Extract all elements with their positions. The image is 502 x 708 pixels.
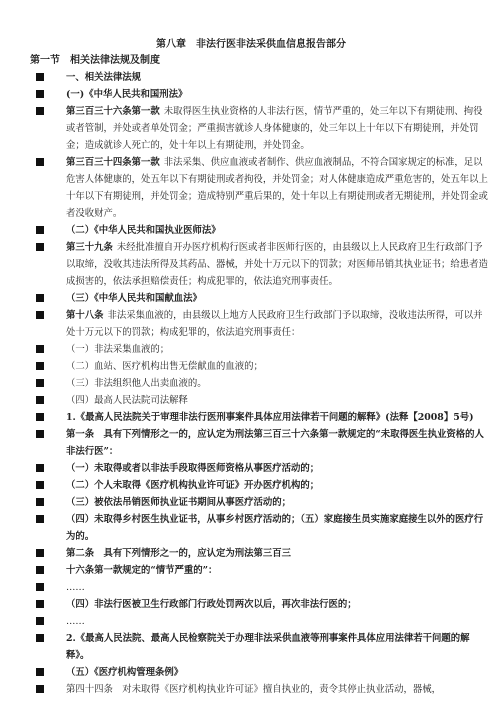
bullet-icon <box>36 243 44 251</box>
list-item: 第三百三十六条第一款 未取得医生执业资格的人非法行医，情节严重的，处三年以下有期徒刑、拘役或者管制，并处或者单处罚金；严重损害就诊人身体健康的，处三年以上十年以下有期徒刑，并处罚金；造成就诊人死亡的，处十年以上有期徒刑，并处罚金。 <box>36 103 488 154</box>
list-item: （三）非法组织他人出卖血液的。 <box>36 375 488 392</box>
list-item: （三）被依法吊销医师执业证书期间从事医疗活动的； <box>36 494 488 511</box>
list-item: …… <box>36 613 488 630</box>
list-item: （二）血站、医疗机构出售无偿献血的血液的； <box>36 358 488 375</box>
bullet-icon <box>36 634 44 642</box>
bullet-icon <box>36 430 44 438</box>
list-item: 第一条 具有下列情形之一的，应认定为刑法第三百三十六条第一款规定的“未取得医生执业资格的人非法行医”： <box>36 426 488 460</box>
bullet-icon <box>36 549 44 557</box>
bullet-icon <box>36 668 44 676</box>
list-item: 第三十九条 未经批准擅自开办医疗机构行医或者非医师行医的，由县级以上人民政府卫生行政部门予以取缔，没收其违法所得及其药品、器械，并处十万元以下的罚款；对医师吊销其执业证书；给患者造成损害的，依法承担赔偿责任；构成犯罪的，依法追究刑事责任。 <box>36 239 488 290</box>
bullet-icon <box>36 396 44 404</box>
list-item: 第二条 具有下列情形之一的，应认定为刑法第三百三 <box>36 545 488 562</box>
bullet-icon <box>36 600 44 608</box>
list-item: （一）非法采集血液的； <box>36 341 488 358</box>
content-list <box>36 69 488 698</box>
list-item: （四）未取得乡村医生执业证书，从事乡村医疗活动的；（五）家庭接生员实施家庭接生以外的医疗行为的。 <box>36 511 488 545</box>
list-item: （一）未取得或者以非法手段取得医师资格从事医疗活动的； <box>36 460 488 477</box>
list-item: 第四十四条 对未取得《医疗机构执业许可证》擅自执业的，责令其停止执业活动，器械， <box>36 681 488 698</box>
bullet-icon <box>36 362 44 370</box>
bullet-icon <box>36 90 44 98</box>
bullet-icon <box>36 379 44 387</box>
list-item: （三）《中华人民共和国献血法》 <box>36 290 488 307</box>
bullet-icon <box>36 311 44 319</box>
list-item: 1.《最高人民法院关于审理非法行医刑事案件具体应用法律若干问题的解释》(法释【2008】5号) <box>36 409 488 426</box>
bullet-icon <box>36 107 44 115</box>
bullet-icon <box>36 464 44 472</box>
bullet-icon <box>36 481 44 489</box>
bullet-icon <box>36 413 44 421</box>
bullet-icon <box>36 566 44 574</box>
list-item: （二）个人未取得《医疗机构执业许可证》开办医疗机构的； <box>36 477 488 494</box>
list-item: 第三百三十四条第一款 非法采集、供应血液或者制作、供应血液制品，不符合国家规定的标准，足以危害人体健康的，处五年以下有期徒刑或者拘役，并处罚金；对人体健康造成严重危害的，处五年以上十年以下有期徒刑，并处罚金；造成特别严重后果的，处十年以上有期徒刑或者无期徒刑，并处罚金或者没收财产。 <box>36 154 488 222</box>
bullet-icon <box>36 515 44 523</box>
list-item: （四）非法行医被卫生行政部门行政处罚两次以后，再次非法行医的； <box>36 596 488 613</box>
bullet-icon <box>36 685 44 693</box>
list-item: …… <box>36 579 488 596</box>
bullet-icon <box>36 617 44 625</box>
section-title: 第一节 相关法律法规及制度 <box>30 55 160 66</box>
bullet-icon <box>36 498 44 506</box>
list-item: 十六条第一款规定的“情节严重的”： <box>36 562 488 579</box>
list-item: 一、相关法律法规 <box>36 69 488 86</box>
list-item: （二）《中华人民共和国执业医师法》 <box>36 222 488 239</box>
bullet-icon <box>36 345 44 353</box>
list-item: 2.《最高人民法院、最高人民检察院关于办理非法采供血液等刑事案件具体应用法律若干问题的解释》。 <box>36 630 488 664</box>
bullet-icon <box>36 226 44 234</box>
list-item: (一)《中华人民共和国刑法》 <box>36 86 488 103</box>
list-item: （五）《医疗机构管理条例》 <box>36 664 488 681</box>
bullet-icon <box>36 294 44 302</box>
bullet-icon <box>36 158 44 166</box>
list-item: 第十八条 非法采集血液的，由县级以上地方人民政府卫生行政部门予以取缔，没收违法所得，可以并处十万元以下的罚款；构成犯罪的，依法追究刑事责任： <box>36 307 488 341</box>
chapter-title: 第八章 非法行医非法采供血信息报告部分 <box>156 39 346 50</box>
bullet-icon <box>36 73 44 81</box>
bullet-icon <box>36 583 44 591</box>
list-item: （四）最高人民法院司法解释 <box>36 392 488 409</box>
